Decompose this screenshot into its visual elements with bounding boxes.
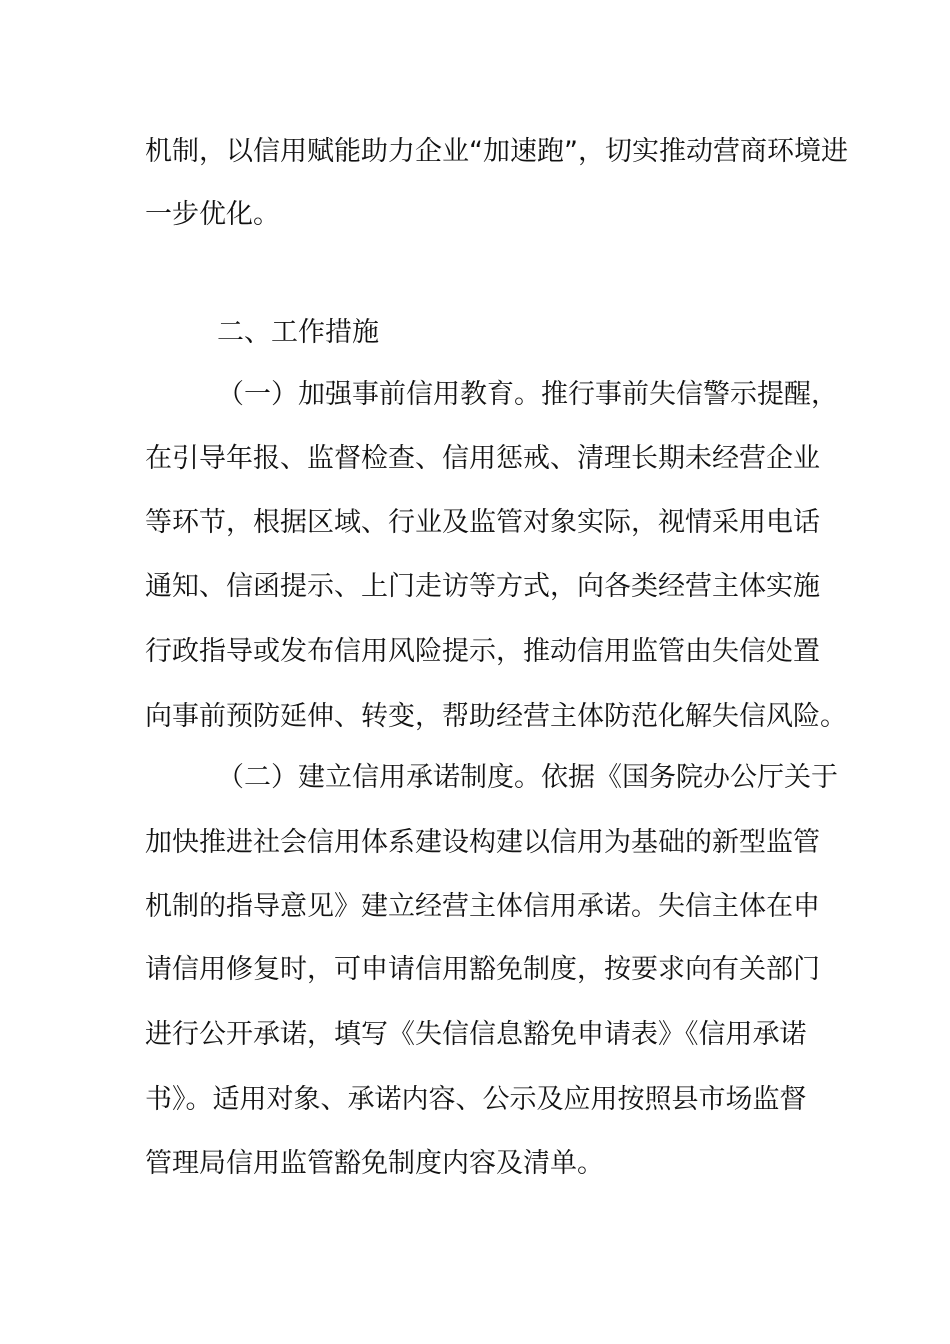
measure-2-line-2: 加快推进社会信用体系建设构建以信用为基础的新型监管 xyxy=(145,827,820,858)
measure-2-line-3: 机制的指导意见》建立经营主体信用承诺。失信主体在申 xyxy=(145,891,820,922)
measure-1-line-4: 通知、信函提示、上门走访等方式，向各类经营主体实施 xyxy=(145,571,820,602)
measure-2-line-4: 请信用修复时，可申请信用豁免制度，按要求向有关部门 xyxy=(145,954,820,985)
intro-line-2: 一步优化。 xyxy=(145,199,280,230)
measure-2-line-5: 进行公开承诺，填写《失信信息豁免申请表》《信用承诺 xyxy=(145,1019,807,1050)
measure-2-line-7: 管理局信用监管豁免制度内容及清单。 xyxy=(145,1148,604,1179)
measure-1-line-5: 行政指导或发布信用风险提示，推动信用监管由失信处置 xyxy=(145,636,820,667)
measure-2-line-1: （二）建立信用承诺制度。依据《国务院办公厅关于 xyxy=(217,762,838,793)
measure-1-line-3: 等环节，根据区域、行业及监管对象实际，视情采用电话 xyxy=(145,507,820,538)
section-heading: 二、工作措施 xyxy=(217,317,379,348)
measure-1-line-6: 向事前预防延伸、转变，帮助经营主体防范化解失信风险。 xyxy=(145,701,847,732)
measure-1-line-2: 在引导年报、监督检查、信用惩戒、清理长期未经营企业 xyxy=(145,443,820,474)
intro-line-1: 机制，以信用赋能助力企业“加速跑”，切实推动营商环境进 xyxy=(145,136,848,167)
measure-1-line-1: （一）加强事前信用教育。推行事前失信警示提醒， xyxy=(217,379,838,410)
measure-2-line-6: 书》。适用对象、承诺内容、公示及应用按照县市场监督 xyxy=(145,1084,807,1115)
